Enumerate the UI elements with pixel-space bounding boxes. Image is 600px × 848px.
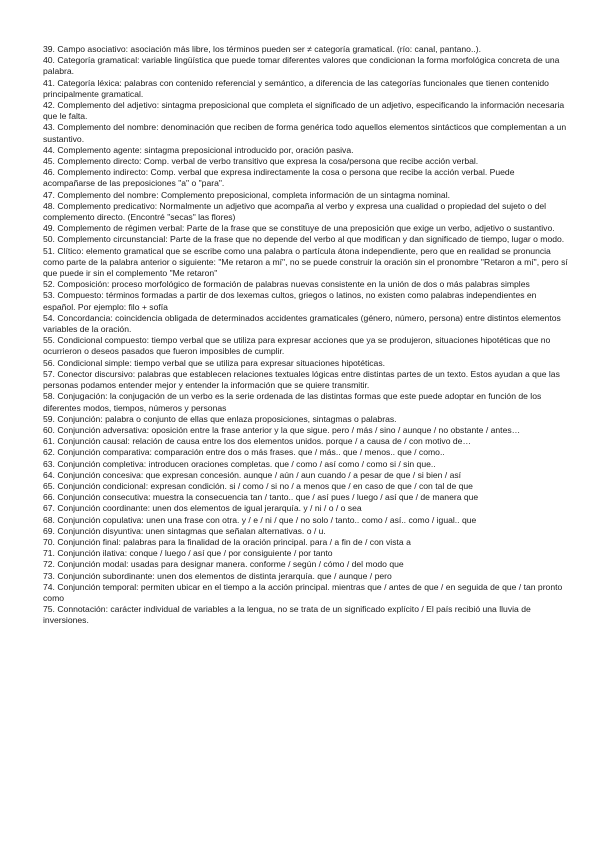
entry-65: 65. Conjunción condicional: expresan condición. si / como / si no / a menos que / en caso de que / con tal de que: [43, 480, 473, 491]
entry-75: 75. Connotación: carácter individual de variables a la lengua, no se trata de un significado explícito / El país recibió una lluvia de inversiones.: [43, 604, 531, 626]
entry-57: 57. Conector discursivo: palabras que establecen relaciones textuales lógicas entre distintas partes de un texto. Estos ayudan a que las personas podamos entender mejor y entender la información que se quiere transmitir.: [43, 368, 560, 391]
entry-48: 48. Complemento predicativo: Normalmente un adjetivo que acompaña al verbo y expresa una cualidad o propiedad del sujeto o del complemento directo. (Encontré "secas" las flores): [43, 200, 547, 223]
entry-42: 42. Complemento del adjetivo: sintagma preposicional que completa el significado de un adjetivo, especificando la información necesaria que le falta.: [43, 100, 565, 122]
entry-70: 70. Conjunción final: palabras para la finalidad de la oración principal. para / a fin de / con vista a: [43, 536, 411, 547]
entry-51: 51. Clítico: elemento gramatical que se escribe como una palabra o partícula átona independiente, pero que en realidad se pronuncia como parte de la palabra anterior o siguiente: "Me retaron a mí", no se puede construir la oración sin el pronombre "Retaron a mí", pero sí que puede ir sin el complemento "Me retaron": [43, 245, 568, 279]
entry-50: 50. Complemento circunstancial: Parte de la frase que no depende del verbo al que modifican y dan significado de tiempo, lugar o modo.: [43, 234, 565, 245]
entry-64: 64. Conjunción concesiva: que expresan concesión. aunque / aún / aun cuando / a pesar de que / si bien / así: [43, 469, 462, 480]
entry-69: 69. Conjunción disyuntiva: unen sintagmas que señalan alternativas. o / u.: [43, 525, 326, 536]
entry-62: 62. Conjunción comparativa: comparación entre dos o más frases. que / más.. que / menos.. que / como..: [43, 447, 445, 458]
entry-63: 63. Conjunción completiva: introducen oraciones completas. que / como / así como / como si / sin que..: [43, 458, 436, 469]
entry-58: 58. Conjugación: la conjugación de un verbo es la serie ordenada de las distintas formas que este puede adoptar en función de los diferentes modos, tiempos, números y personas: [43, 391, 542, 413]
entry-71: 71. Conjunción ilativa: conque / luego / así que / por consiguiente / por tanto: [43, 548, 333, 559]
entry-72: 72. Conjunción modal: usadas para designar manera. conforme / según / cómo / del modo que: [43, 559, 404, 570]
entry-56: 56. Condicional simple: tiempo verbal que se utiliza para expresar situaciones hipotéticas.: [43, 357, 386, 368]
entry-44: 44. Complemento agente: sintagma preposicional introducido por, oración pasiva.: [43, 144, 354, 155]
entry-52: 52. Composición: proceso morfológico de formación de palabras nuevas consistente en la unión de dos o más palabras simples: [43, 279, 530, 290]
entry-45: 45. Complemento directo: Comp. verbal de verbo transitivo que expresa la cosa/persona que recibe acción verbal.: [43, 156, 479, 167]
entry-66: 66. Conjunción consecutiva: muestra la consecuencia tan / tanto.. que / así pues / luego / así que / de manera que: [43, 492, 479, 503]
entry-68: 68. Conjunción copulativa: unen una frase con otra. y / e / ni / que / no solo / tanto.. como / así.. como / igual.. que: [43, 514, 477, 525]
entry-41: 41. Categoría léxica: palabras con contenido referencial y semántico, a diferencia de las categorías funcionales que tienen contenido principalmente gramatical.: [43, 77, 549, 99]
entry-40: 40. Categoría gramatical: variable lingüística que puede tomar diferentes valores que condicionan la forma morfológica concreta de una palabra.: [43, 55, 560, 77]
entry-59: 59. Conjunción: palabra o conjunto de ellas que enlaza proposiciones, sintagmas o palabras.: [43, 413, 397, 424]
entry-46: 46. Complemento indirecto: Comp. verbal que expresa indirectamente la cosa o persona que recibe la acción verbal. Puede acompañarse de las preposiciones "a" o "para".: [43, 167, 515, 189]
entry-67: 67. Conjunción coordinante: unen dos elementos de igual jerarquía. y / ni / o / o sea: [43, 503, 362, 514]
entry-54: 54. Concordancia: coincidencia obligada de determinados accidentes gramaticales (género, número, persona) entre distintos elementos variables de la oración.: [43, 312, 561, 335]
entry-43: 43. Complemento del nombre: denominación que reciben de forma genérica todo aquellos elementos sintácticos que complementan a un sustantivo.: [43, 122, 567, 144]
entry-55: 55. Condicional compuesto: tiempo verbal que se utiliza para expresar acciones que ya se produjeron, situaciones hipotéticas que no ocurrieron o deseos pasados que fueron imposibles de cumplir.: [43, 335, 551, 357]
entry-74: 74. Conjunción temporal: permiten ubicar en el tiempo a la acción principal. mientras que / antes de que / en seguida de que / tan pronto como: [43, 581, 563, 603]
entry-73: 73. Conjunción subordinante: unen dos elementos de distinta jerarquía. que / aunque / pero: [43, 570, 392, 581]
entry-47: 47. Complemento del nombre: Complemento preposicional, completa información de un sintagma nominal.: [43, 189, 450, 200]
glossary-page: [43, 44, 568, 627]
entry-53: 53. Compuesto: términos formadas a partir de dos lexemas cultos, griegos o latinos, no existen como palabras independientes en español. Por ejemplo: filo + sofía: [43, 290, 537, 312]
entry-49: 49. Complemento de régimen verbal: Parte de la frase que se constituye de una preposición que exige un verbo, adjetivo o sustantivo.: [43, 223, 555, 234]
entry-61: 61. Conjunción causal: relación de causa entre los dos elementos unidos. porque / a causa de / con motivo de…: [43, 436, 472, 447]
entry-39: 39. Campo asociativo: asociación más libre, los términos pueden ser ≠ categoría gramatical. (río: canal, pantano..).: [43, 44, 481, 54]
entry-60: 60. Conjunción adversativa: oposición entre la frase anterior y la que sigue. pero / más / sino / aunque / no obstante / antes…: [43, 424, 521, 435]
